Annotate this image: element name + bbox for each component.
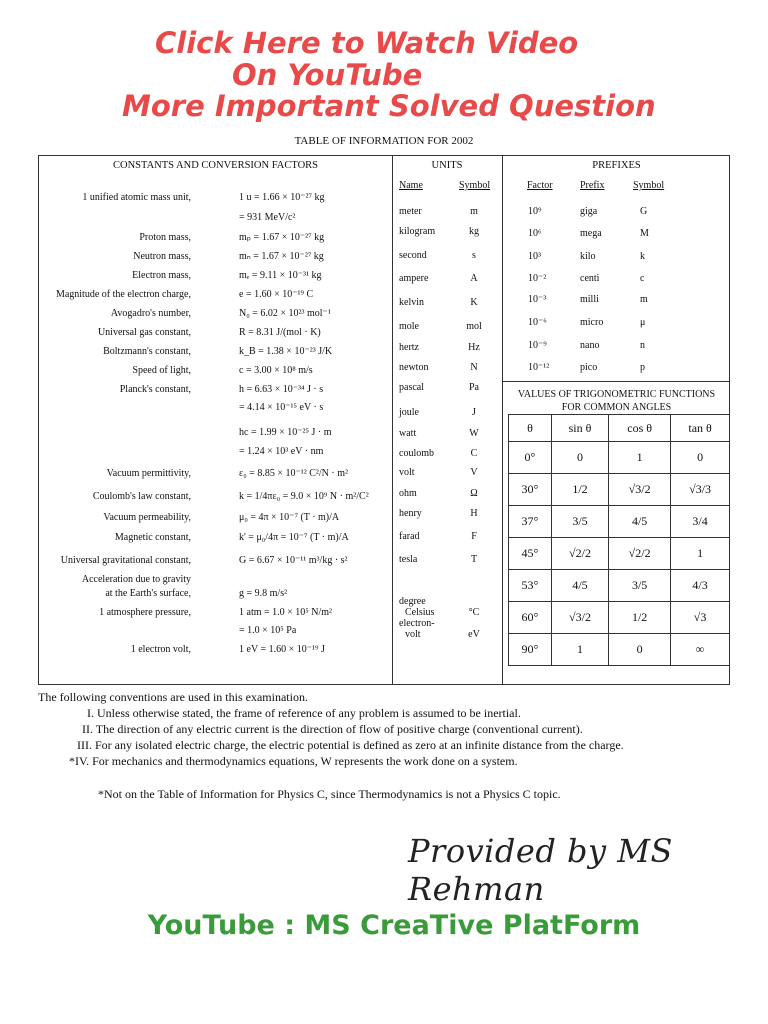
trig-title-line1: VALUES OF TRIGONOMETRIC FUNCTIONS xyxy=(517,389,716,400)
prefix-factor: 10⁻⁹ xyxy=(528,340,547,351)
trig-row xyxy=(509,634,730,666)
constant-label: Electron mass, xyxy=(132,270,191,281)
constant-formula: k' = μ₀/4π = 10⁻⁷ (T · m)/A xyxy=(239,532,349,543)
trig-cell: 1/2 xyxy=(609,602,671,634)
units-col-symbol: Symbol xyxy=(459,180,491,191)
constant-formula: mₙ = 1.67 × 10⁻²⁷ kg xyxy=(239,251,324,262)
constant-label: 1 atmosphere pressure, xyxy=(99,607,191,618)
trig-cell: 0° xyxy=(509,442,552,474)
trig-cell: √2/2 xyxy=(609,538,671,570)
unit-name: hertz xyxy=(399,342,419,353)
prefix-factor: 10⁻³ xyxy=(528,294,547,305)
youtube-channel: YouTube : MS CreaTive PlatForm xyxy=(147,910,641,941)
constant-formula: 1 atm = 1.0 × 10⁵ N/m² xyxy=(239,607,333,618)
prefix-symbol: p xyxy=(640,362,645,373)
units-header: UNITS xyxy=(431,160,463,171)
trig-cell: 1 xyxy=(609,442,671,474)
trig-header-cell: θ xyxy=(509,415,552,442)
trig-cell: √3/2 xyxy=(551,602,608,634)
unit-symbol: J xyxy=(472,407,476,418)
prefix-factor: 10⁻⁶ xyxy=(528,317,547,328)
unit-name: ohm xyxy=(399,488,417,499)
unit-symbol: Pa xyxy=(469,382,479,393)
trig-cell: 45° xyxy=(509,538,552,570)
trig-cell: 0 xyxy=(671,442,730,474)
constant-formula: = 4.14 × 10⁻¹⁵ eV · s xyxy=(239,402,324,413)
unit-symbol: °C xyxy=(468,607,480,618)
prefix-factor: 10⁹ xyxy=(528,206,542,217)
convention-3: III. For any isolated electric charge, the electric potential is defined as zero at an infinite distance from the charge. xyxy=(77,738,624,752)
unit-symbol: K xyxy=(470,297,478,308)
constant-label: Boltzmann's constant, xyxy=(103,346,191,357)
promo-link-line2[interactable]: On YouTube xyxy=(232,58,423,92)
signature: Provided by MS Rehman xyxy=(408,832,673,908)
trig-row xyxy=(509,442,730,474)
constant-label: 1 electron volt, xyxy=(130,644,191,655)
constant-formula: c = 3.00 × 10⁸ m/s xyxy=(239,365,313,376)
prefix-name: nano xyxy=(580,340,600,351)
unit-name: henry xyxy=(399,508,422,519)
trig-cell: 90° xyxy=(509,634,552,666)
trig-cell: √2/2 xyxy=(551,538,608,570)
unit-name: mole xyxy=(399,321,419,332)
prefix-factor: 10⁶ xyxy=(528,228,542,239)
trig-cell: 1 xyxy=(671,538,730,570)
unit-name: coulomb xyxy=(399,448,434,459)
constant-formula: = 1.0 × 10⁵ Pa xyxy=(239,625,297,636)
unit-name: volt xyxy=(399,467,415,478)
prefixes-header: PREFIXES xyxy=(592,160,641,171)
constant-label: Coulomb's law constant, xyxy=(92,491,191,502)
constant-formula: ε₀ = 8.85 × 10⁻¹² C²/N · m² xyxy=(239,468,349,479)
trig-table xyxy=(508,414,730,666)
unit-symbol: N xyxy=(470,362,478,373)
constant-label: Universal gas constant, xyxy=(97,327,191,338)
constant-label: Magnetic constant, xyxy=(114,532,191,543)
constants-header: CONSTANTS AND CONVERSION FACTORS xyxy=(112,160,318,171)
trig-cell: 1 xyxy=(551,634,608,666)
constant-label: Vacuum permittivity, xyxy=(106,468,191,479)
constant-formula: mₚ = 1.67 × 10⁻²⁷ kg xyxy=(239,232,325,243)
constant-formula: 1 u = 1.66 × 10⁻²⁷ kg xyxy=(239,192,325,203)
unit-name: electron- xyxy=(399,618,435,629)
unit-name: degree xyxy=(399,596,426,607)
trig-cell: 3/5 xyxy=(609,570,671,602)
unit-symbol: A xyxy=(470,273,478,284)
unit-symbol: s xyxy=(472,250,476,261)
unit-symbol: Hz xyxy=(468,342,480,353)
trig-cell: 30° xyxy=(509,474,552,506)
prefix-factor: 10⁻² xyxy=(528,273,547,284)
unit-symbol: V xyxy=(470,467,478,478)
prefix-symbol: m xyxy=(640,294,648,305)
unit-name: tesla xyxy=(399,554,418,565)
prefix-name: centi xyxy=(580,273,600,284)
prefix-symbol: c xyxy=(640,273,645,284)
conventions-note: *Not on the Table of Information for Physics C, since Thermodynamics is not a Physics C topic. xyxy=(98,787,561,801)
constant-formula: 1 eV = 1.60 × 10⁻¹⁹ J xyxy=(239,644,325,655)
prefix-factor: 10³ xyxy=(528,251,541,262)
constant-label: Planck's constant, xyxy=(119,384,191,395)
unit-symbol: C xyxy=(470,448,478,459)
constant-label: Vacuum permeability, xyxy=(103,512,191,523)
trig-row xyxy=(509,538,730,570)
prefix-name: mega xyxy=(580,228,602,239)
convention-2: II. The direction of any electric current is the direction of flow of positive charge (conventional current). xyxy=(82,722,583,736)
convention-1: I. Unless otherwise stated, the frame of reference of any problem is assumed to be inertial. xyxy=(87,706,521,720)
constant-formula: e = 1.60 × 10⁻¹⁹ C xyxy=(239,289,314,300)
constant-label: Avogadro's number, xyxy=(110,308,191,319)
unit-name: meter xyxy=(399,206,422,217)
unit-symbol: W xyxy=(469,428,479,439)
unit-symbol: H xyxy=(470,508,478,519)
prefix-name: milli xyxy=(580,294,599,305)
unit-symbol: m xyxy=(470,206,478,217)
divider-prefixes-trig xyxy=(502,381,729,382)
trig-row xyxy=(509,570,730,602)
constant-formula: g = 9.8 m/s² xyxy=(239,588,288,599)
trig-row xyxy=(509,506,730,538)
unit-name: pascal xyxy=(399,382,424,393)
constant-label: Proton mass, xyxy=(139,232,191,243)
trig-header-cell: sin θ xyxy=(551,415,608,442)
unit-name: kilogram xyxy=(399,226,436,237)
unit-name: watt xyxy=(399,428,417,439)
trig-cell: √3/2 xyxy=(609,474,671,506)
trig-cell: 4/5 xyxy=(551,570,608,602)
constant-formula: = 931 MeV/c² xyxy=(239,212,296,223)
unit-name: newton xyxy=(399,362,429,373)
trig-cell: 0 xyxy=(609,634,671,666)
trig-row xyxy=(509,602,730,634)
unit-name: kelvin xyxy=(399,297,424,308)
constant-formula: G = 6.67 × 10⁻¹¹ m³/kg · s² xyxy=(239,555,348,566)
prefix-name: micro xyxy=(580,317,604,328)
trig-header-cell: tan θ xyxy=(671,415,730,442)
prefix-name: giga xyxy=(580,206,598,217)
unit-symbol: kg xyxy=(469,226,479,237)
trig-cell: √3 xyxy=(671,602,730,634)
unit-name: second xyxy=(399,250,427,261)
divider-constants-units xyxy=(392,156,393,684)
promo-link-line3[interactable]: More Important Solved Question xyxy=(122,89,656,123)
promo-link-line1[interactable]: Click Here to Watch Video xyxy=(155,26,579,60)
constant-label: Acceleration due to gravity xyxy=(81,574,191,585)
constant-formula: mₑ = 9.11 × 10⁻³¹ kg xyxy=(239,270,322,281)
constant-label: Neutron mass, xyxy=(133,251,191,262)
trig-cell: 53° xyxy=(509,570,552,602)
constant-formula: = 1.24 × 10³ eV · nm xyxy=(239,446,324,457)
prefixes-col-symbol: Symbol xyxy=(633,180,665,191)
constant-label: 1 unified atomic mass unit, xyxy=(82,192,191,203)
prefix-symbol: μ xyxy=(640,317,646,328)
trig-cell: 37° xyxy=(509,506,552,538)
prefixes-col-factor: Factor xyxy=(527,180,553,191)
trig-cell: 0 xyxy=(551,442,608,474)
constant-formula: k = 1/4πε₀ = 9.0 × 10⁹ N · m²/C² xyxy=(239,491,369,502)
unit-name: ampere xyxy=(399,273,429,284)
unit-name-line2: volt xyxy=(405,629,421,640)
trig-cell: 3/4 xyxy=(671,506,730,538)
prefix-symbol: M xyxy=(640,228,649,239)
units-col-name: Name xyxy=(399,180,423,191)
prefix-symbol: G xyxy=(640,206,648,217)
constant-formula: R = 8.31 J/(mol · K) xyxy=(239,327,321,338)
constant-formula: h = 6.63 × 10⁻³⁴ J · s xyxy=(239,384,324,395)
prefix-factor: 10⁻¹² xyxy=(528,362,550,373)
trig-cell: √3/3 xyxy=(671,474,730,506)
prefix-symbol: n xyxy=(640,340,645,351)
trig-title-line2: FOR COMMON ANGLES xyxy=(561,402,672,413)
trig-cell: 1/2 xyxy=(551,474,608,506)
constant-formula: hc = 1.99 × 10⁻²⁵ J · m xyxy=(239,427,332,438)
trig-cell: 3/5 xyxy=(551,506,608,538)
unit-name: farad xyxy=(399,531,420,542)
trig-row xyxy=(509,474,730,506)
unit-symbol: Ω xyxy=(470,488,478,499)
constant-formula: k_B = 1.38 × 10⁻²³ J/K xyxy=(239,346,333,357)
prefixes-col-prefix: Prefix xyxy=(580,180,605,191)
prefix-name: pico xyxy=(580,362,598,373)
trig-cell: 4/3 xyxy=(671,570,730,602)
unit-symbol: T xyxy=(470,554,478,565)
constant-formula: μ₀ = 4π × 10⁻⁷ (T · m)/A xyxy=(239,512,340,523)
unit-name: joule xyxy=(399,407,419,418)
trig-cell: 60° xyxy=(509,602,552,634)
constant-formula: N₀ = 6.02 × 10²³ mol⁻¹ xyxy=(239,308,331,319)
constant-label: at the Earth's surface, xyxy=(105,588,191,599)
constant-label: Speed of light, xyxy=(132,365,191,376)
trig-cell: ∞ xyxy=(671,634,730,666)
convention-4: *IV. For mechanics and thermodynamics equations, W represents the work done on a system. xyxy=(69,754,518,768)
constant-label: Universal gravitational constant, xyxy=(60,555,191,566)
table-title: TABLE OF INFORMATION FOR 2002 xyxy=(294,135,474,147)
prefix-name: kilo xyxy=(580,251,596,262)
trig-header-cell: cos θ xyxy=(609,415,671,442)
unit-symbol: mol xyxy=(466,321,482,332)
unit-symbol: eV xyxy=(468,629,480,640)
divider-units-prefixes xyxy=(502,156,503,684)
conventions-intro: The following conventions are used in this examination. xyxy=(38,690,308,704)
trig-cell: 4/5 xyxy=(609,506,671,538)
unit-name-line2: Celsius xyxy=(405,607,435,618)
constant-label: Magnitude of the electron charge, xyxy=(55,289,191,300)
prefix-symbol: k xyxy=(640,251,645,262)
unit-symbol: F xyxy=(471,531,477,542)
